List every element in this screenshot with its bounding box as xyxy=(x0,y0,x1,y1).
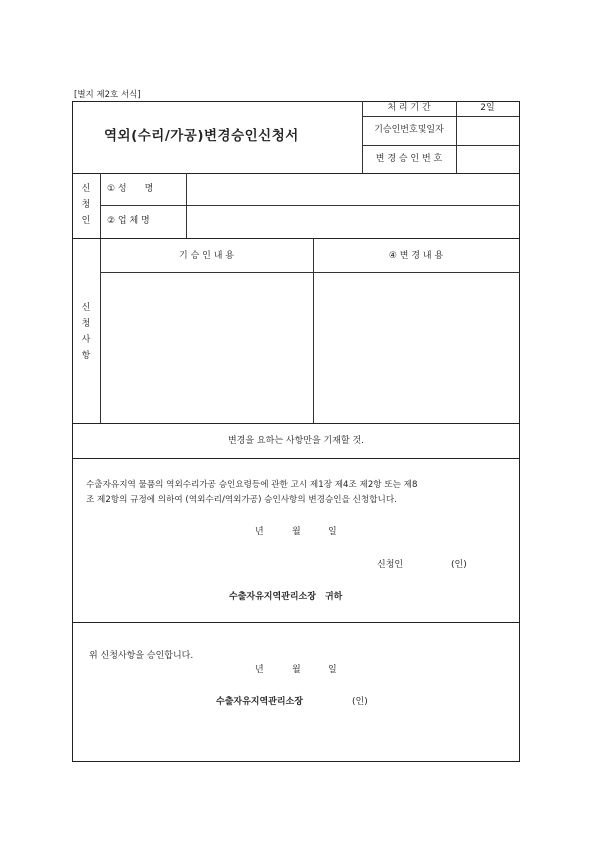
change-number-field[interactable] xyxy=(457,146,518,172)
approved-content-field[interactable] xyxy=(101,273,312,422)
application-recipient: 수출자유지역관리소장 귀하 xyxy=(229,592,343,602)
form-title: 역외(수리/가공)변경승인신청서 xyxy=(104,128,299,144)
application-text-line-2: 조 제2항의 규정에 의하여 (역외수리/역외가공) 승인사항의 변경승인을 신청합니다. xyxy=(86,495,397,505)
application-date-month: 월 xyxy=(292,527,301,537)
name-field[interactable] xyxy=(187,174,518,204)
approval-number-label: 기승인번호및일자 xyxy=(374,125,444,135)
approval-date-day: 일 xyxy=(328,665,337,675)
table-border-bottom xyxy=(72,761,520,762)
approval-number-field[interactable] xyxy=(457,117,518,144)
note-bottom-line xyxy=(72,458,520,459)
applicant-signature-label: 신청인 xyxy=(377,560,404,570)
instruction-note: 변경을 요하는 사항만을 기재할 것. xyxy=(227,436,365,446)
details-side-label: 신 청 사 항 xyxy=(81,303,91,361)
processing-period-label: 처 리 기 간 xyxy=(387,103,431,113)
change-number-label: 변 경 승 인 번 호 xyxy=(375,154,443,164)
applicant-side-label: 신 청 인 xyxy=(81,184,91,226)
processing-period-value: 2일 xyxy=(480,103,495,113)
application-text-line-1: 수출자유지역 물품의 역외수리가공 승인요령등에 관한 고시 제1장 제4조 제2항 또는 제8 xyxy=(86,480,418,490)
approval-date-year: 년 xyxy=(255,665,264,675)
details-bottom-line xyxy=(72,423,520,424)
applicant-bottom-line xyxy=(72,238,520,239)
name-label: ① 성 명 xyxy=(107,184,154,194)
approval-text: 위 신청사항을 승인합니다. xyxy=(89,651,194,661)
table-border-top xyxy=(72,101,520,102)
company-label: ② 업 체 명 xyxy=(107,216,150,226)
table-border-right xyxy=(519,101,520,761)
approved-content-header: 기 승 인 내 용 xyxy=(179,251,234,261)
company-field[interactable] xyxy=(187,206,518,237)
form-number-label: [별지 제2호 서식] xyxy=(74,90,141,100)
approval-date-month: 월 xyxy=(292,665,301,675)
application-date-year: 년 xyxy=(255,527,264,537)
changed-content-header: ④ 변 경 내 용 xyxy=(388,251,444,261)
table-border-left xyxy=(72,101,73,761)
changed-content-field[interactable] xyxy=(314,273,518,422)
application-bottom-line xyxy=(72,622,520,623)
approval-authority: 수출자유지역관리소장 xyxy=(216,697,303,707)
approval-seal: (인) xyxy=(352,697,368,707)
application-date-day: 일 xyxy=(328,527,337,537)
applicant-seal: (인) xyxy=(451,560,467,570)
